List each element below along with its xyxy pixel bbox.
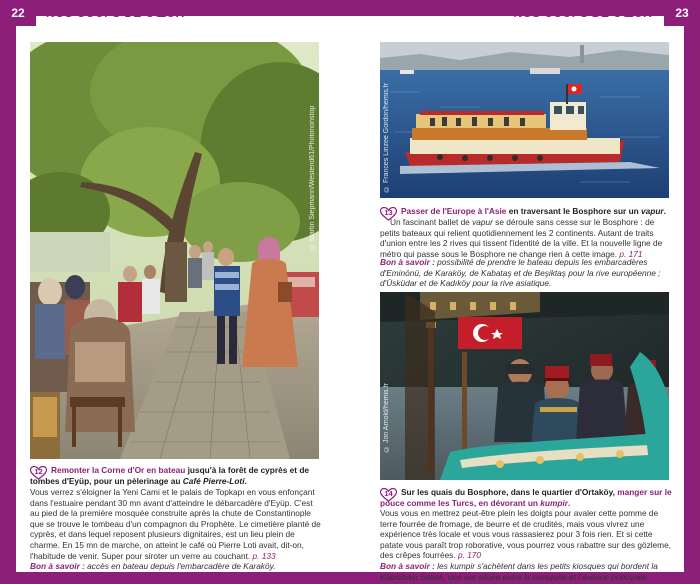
entry-13-place: vapur	[641, 206, 664, 216]
entry-14-description: Vous vous en mettrez peut-être plein les doigts pour avaler cette pomme de terre fourrée de fromage, de beurre et de crudités, mais vous vivrez une expérience très locale et vous vous rassasierez pour 3 fois rien. Et si cette patate vous paraît trop roborative, vous pourrez vous rabattre sur des gözleme, des crêpes fourrées.	[380, 508, 672, 561]
entry-13-body-b: se déroule sans cesse sur le Bosphore : de petits bateaux qui relient quotidiennement les 2 continents. Autant de traits d'union entre les 2 rives qui tissent l'identité de la ville. Et la nouvelle ligne de métro qui passe sous le Bosphore ne change rien à cette image.	[380, 217, 663, 259]
right-page-number: 23	[664, 0, 700, 26]
ferry-photo-credit: © Frances Linzee Gordon/hemis.fr	[383, 83, 390, 192]
entry-14-body	[380, 508, 672, 582]
entry-13-savoir	[380, 257, 672, 289]
ferry-illustration	[380, 42, 669, 198]
entry-12-savoir-text: accès en bateau depuis l'embarcadère de Karaköy.	[84, 561, 276, 572]
entry-14-savoir-text: les kumpir s'achètent dans les petits kiosques qui bordent la Köprübaşı Sokak, une rue située entre la mosquée et l'avenue principale.	[380, 560, 658, 582]
entry-12-lead: Remonter la Corne d'Or en bateau	[51, 465, 186, 475]
entry-13-lead-end: .	[663, 206, 666, 216]
entry-13-body-a: Un fascinant ballet de	[390, 217, 473, 227]
eyup-cafe-illustration	[30, 42, 319, 459]
entry-14-page-ref[interactable]: p. 170	[457, 550, 482, 561]
ortakoy-vendor-photo	[380, 292, 669, 480]
entry-13-lead-rest: en traversant le Bosphore sur un	[506, 206, 642, 216]
eyup-cafe-photo	[30, 42, 319, 459]
entry-12-savoir-label: Bon à savoir :	[30, 561, 85, 572]
entry-14-text	[380, 487, 672, 508]
entry-12-place: Café Pierre-Loti	[182, 475, 245, 486]
eyup-photo-credit: © Martin Siepmann/Westend61/Photononstop	[309, 105, 316, 250]
entry-12-description: Vous verrez s'éloigner la Yeni Cami et le palais de Topkapı en vous enfonçant dans l'estuaire pendant 30 mn avant d'atteindre le débarcadère d'Eyüp. C'est au pied de la première mosquée construite après la chute de Constantinople que se trouve le tombeau d'un compagnon du Prophète. Le cimetière planté de cyprès, et dans lequel reposent plusieurs dignitaires, est un lieu plein de charme. En 15 mn de marche, on atteint le café où Pierre Loti avait, dit-on, l'habitude de venir. Super pour siroter un verre au couchant.	[30, 487, 321, 561]
right-page-header	[350, 0, 700, 26]
entry-12-lead-end: .	[244, 475, 247, 486]
vendor-photo-credit: © Jon Arnold/hemis.fr	[383, 383, 390, 452]
entry-13-body-vapur: vapur	[472, 217, 493, 227]
entry-13-number: 13	[384, 208, 393, 217]
entry-14-lead-rest: manger sur le pouce comme les Turcs, en dévorant un	[380, 487, 672, 508]
entry-13-page-ref[interactable]: p. 171	[619, 248, 643, 259]
entry-14-lead-end: .	[567, 497, 571, 508]
entry-12-number: 12	[34, 467, 43, 476]
vendor-illustration	[380, 292, 669, 480]
entry-14-place: kumpir	[540, 497, 568, 508]
entry-12-page-ref[interactable]: p. 133	[252, 550, 276, 561]
left-page-number: 22	[0, 0, 36, 26]
entry-12-text	[30, 465, 322, 486]
entry-14-number: 14	[384, 489, 393, 498]
entry-13-savoir-text: possibilité de prendre le bateau depuis les embarcadères d'Eminönü, de Karaköy, de Kabataş et de Beşiktaş pour la rive européenne ; d'Üsküdar et de Kadıköy pour la rive asiatique.	[380, 257, 661, 289]
right-section-title: NOS COUPS DE CŒUR	[513, 6, 652, 20]
entry-13-savoir-label: Bon à savoir :	[380, 257, 435, 267]
entry-13-lead: Passer de l'Europe à l'Asie	[401, 206, 507, 216]
entry-13-text	[380, 206, 672, 217]
entry-14-savoir-label: Bon à savoir :	[380, 560, 435, 571]
entry-12-lead-rest: jusqu'à la forêt de cyprès et de tombes d'Eyüp, pour un pèlerinage au	[30, 465, 309, 486]
left-section-title: NOS COUPS DE CŒUR	[46, 6, 185, 20]
entry-14-lead: Sur les quais du Bosphore, dans le quartier d'Ortaköy,	[401, 487, 615, 497]
left-page-header	[0, 0, 350, 26]
entry-12-body	[30, 487, 322, 572]
entry-13-body	[380, 217, 672, 259]
bosphorus-ferry-photo	[380, 42, 669, 198]
